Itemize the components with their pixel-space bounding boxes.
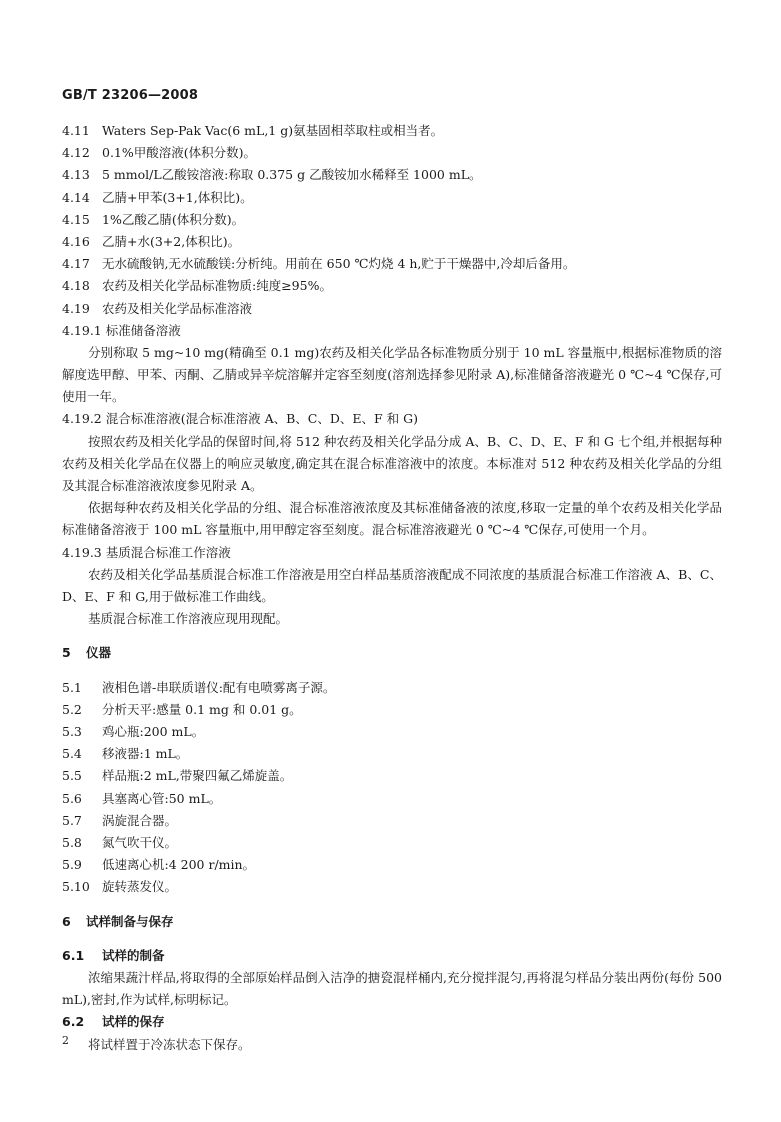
- paragraph: 浓缩果蔬汁样品,将取得的全部原始样品倒入洁净的搪瓷混样桶内,充分搅拌混匀,再将混匀样品分装出两份(每份 500 mL),密封,作为试样,标明标记。: [62, 969, 722, 1008]
- list-item: 5.9 低速离心机:4 200 r/min。: [62, 857, 256, 873]
- section-heading: 6 试样制备与保存: [62, 913, 174, 929]
- list-item: 5.8 氮气吹干仪。: [62, 834, 178, 850]
- subsection-heading: 6.1 试样的制备: [62, 947, 165, 963]
- subsection-heading: 4.19.2 混合标准溶液(混合标准溶液 A、B、C、D、E、F 和 G): [62, 411, 418, 427]
- paragraph: 将试样置于冷冻状态下保存。: [88, 1036, 251, 1052]
- list-item: 5.4 移液器:1 mL。: [62, 746, 189, 762]
- list-item: 4.14 乙腈+甲苯(3+1,体积比)。: [62, 189, 253, 205]
- list-item: 5.7 涡旋混合器。: [62, 812, 178, 828]
- list-item: 4.15 1%乙酸乙腈(体积分数)。: [62, 211, 245, 227]
- paragraph: 按照农药及相关化学品的保留时间,将 512 种农药及相关化学品分成 A、B、C、D、E、F 和 G 七个组,并根据每种农药及相关化学品在仪器上的响应灵敏度,确定其在混合标准溶液中的浓度。本标准对 512 种农药及相关化学品的分组及其混合标准溶液浓度参见附录 A。: [62, 433, 722, 494]
- list-item: 4.12 0.1%甲酸溶液(体积分数)。: [62, 145, 257, 161]
- subsection-heading: 6.2 试样的保存: [62, 1014, 165, 1030]
- subsection-heading: 4.19.1 标准储备溶液: [62, 322, 181, 338]
- list-item: 4.18 农药及相关化学品标准物质:纯度≥95%。: [62, 278, 332, 294]
- list-item: 4.19 农药及相关化学品标准溶液: [62, 300, 253, 316]
- list-item: 4.11 Waters Sep-Pak Vac(6 mL,1 g)氨基固相萃取柱或相当者。: [62, 123, 444, 138]
- list-item: 5.10 旋转蒸发仪。: [62, 879, 178, 895]
- paragraph: 分别称取 5 mg~10 mg(精确至 0.1 mg)农药及相关化学品各标准物质分别于 10 mL 容量瓶中,根据标准物质的溶解度选甲醇、甲苯、丙酮、乙腈或异辛烷溶解并定容至刻度(溶剂选择参见附录 A),标准储备溶液避光 0 ℃~4 ℃保存,可使用一年。: [62, 344, 722, 405]
- document-body: [62, 120, 722, 1056]
- list-item: 4.16 乙腈+水(3+2,体积比)。: [62, 233, 241, 249]
- paragraph: 依据每种农药及相关化学品的分组、混合标准溶液浓度及其标准储备液的浓度,移取一定量的单个农药及相关化学品标准储备溶液于 100 mL 容量瓶中,用甲醇定容至刻度。混合标准溶液避光 0 ℃~4 ℃保存,可使用一个月。: [62, 500, 722, 538]
- page-number: 2: [62, 1034, 69, 1047]
- standard-code: GB/T 23206—2008: [62, 88, 199, 103]
- list-item: 4.13 5 mmol/L乙酸铵溶液:称取 0.375 g 乙酸铵加水稀释至 1000 mL。: [62, 167, 482, 183]
- list-item: 5.5 样品瓶:2 mL,带聚四氟乙烯旋盖。: [62, 768, 293, 784]
- list-item: 5.6 具塞离心管:50 mL。: [62, 790, 222, 806]
- paragraph: 农药及相关化学品基质混合标准工作溶液是用空白样品基质溶液配成不同浓度的基质混合标准工作溶液 A、B、C、D、E、F 和 G,用于做标准工作曲线。: [62, 566, 722, 605]
- list-item: 5.3 鸡心瓶:200 mL。: [62, 724, 205, 740]
- list-item: 4.17 无水硫酸钠,无水硫酸镁:分析纯。用前在 650 ℃灼烧 4 h,贮于干燥器中,冷却后备用。: [62, 256, 576, 272]
- list-item: 5.2 分析天平:感量 0.1 mg 和 0.01 g。: [62, 701, 302, 717]
- paragraph: 基质混合标准工作溶液应现用现配。: [88, 611, 289, 627]
- section-heading: 5 仪器: [62, 645, 112, 661]
- list-item: 5.1 液相色谱-串联质谱仪:配有电喷雾离子源。: [62, 679, 336, 695]
- subsection-heading: 4.19.3 基质混合标准工作溶液: [62, 544, 231, 560]
